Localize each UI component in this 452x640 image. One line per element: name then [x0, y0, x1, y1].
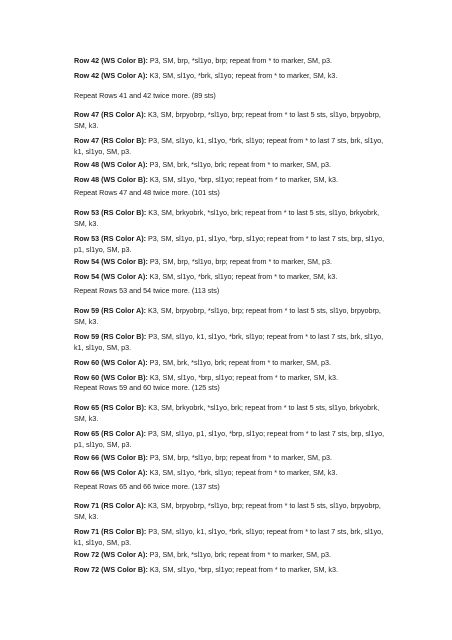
- row-instruction: [74, 467, 386, 478]
- row-instruction: [74, 271, 386, 282]
- row-text: P3, SM, sl1yo, p1, sl1yo, *brp, sl1yo; repeat from * to last 7 sts, brp, sl1yo, p1, sl1yo, SM, p3.: [74, 429, 385, 449]
- row-group: [74, 55, 386, 81]
- repeat-instruction: Repeat Rows 65 and 66 twice more. (137 sts): [74, 482, 220, 491]
- row-instruction: [74, 233, 386, 255]
- row-text: K3, SM, brpyobrp, *sl1yo, brp; repeat from * to last 5 sts, sl1yo, brpyobrp, SM, k3.: [74, 306, 381, 326]
- row-text: K3, SM, sl1yo, *brk, sl1yo; repeat from * to marker, SM, k3.: [147, 468, 338, 477]
- row-label: Row 60 (WS Color B):: [74, 373, 148, 382]
- row-group: [74, 159, 386, 185]
- row-instruction: [74, 500, 386, 522]
- row-group: [74, 109, 386, 157]
- row-label: Row 71 (RS Color A):: [74, 501, 147, 510]
- row-text: K3, SM, sl1yo, *brk, sl1yo; repeat from * to marker, SM, k3.: [147, 71, 338, 80]
- row-text: K3, SM, sl1yo, *brp, sl1yo; repeat from * to marker, SM, k3.: [147, 175, 339, 184]
- row-text: P3, SM, sl1yo, k1, sl1yo, *brk, sl1yo; repeat from * to last 7 sts, brk, sl1yo, k1, sl1yo, SM, p3.: [74, 136, 384, 156]
- row-group: [74, 402, 386, 450]
- repeat-instruction: Repeat Rows 59 and 60 twice more. (125 sts): [74, 383, 220, 392]
- row-text: P3, SM, brp, *sl1yo, brp; repeat from * to marker, SM, p3.: [147, 56, 333, 65]
- row-instruction: [74, 526, 386, 548]
- repeat-instruction: Repeat Rows 47 and 48 twice more. (101 sts): [74, 188, 220, 197]
- row-label: Row 59 (RS Color B):: [74, 332, 147, 341]
- row-text: K3, SM, sl1yo, *brp, sl1yo; repeat from * to marker, SM, k3.: [147, 373, 339, 382]
- row-text: P3, SM, sl1yo, k1, sl1yo, *brk, sl1yo; repeat from * to last 7 sts, brk, sl1yo, k1, sl1yo, SM, p3.: [74, 332, 384, 352]
- row-instruction: [74, 452, 386, 463]
- repeat-note: [74, 382, 386, 393]
- row-label: Row 48 (WS Color A):: [74, 160, 148, 169]
- row-text: K3, SM, brkyobrk, *sl1yo, brk; repeat from * to last 5 sts, sl1yo, brkyobrk, SM, k3.: [74, 208, 380, 228]
- row-text: P3, SM, brk, *sl1yo, brk; repeat from * to marker, SM, p3.: [147, 550, 331, 559]
- repeat-note: [74, 285, 386, 296]
- row-text: P3, SM, brp, *sl1yo, brp; repeat from * to marker, SM, p3.: [147, 453, 333, 462]
- row-text: K3, SM, brkyobrk, *sl1yo, brk; repeat from * to last 5 sts, sl1yo, brkyobrk, SM, k3.: [74, 403, 380, 423]
- row-text: P3, SM, brk, *sl1yo, brk; repeat from * to marker, SM, p3.: [147, 160, 331, 169]
- row-instruction: [74, 428, 386, 450]
- row-text: K3, SM, brpyobrp, *sl1yo, brp; repeat from * to last 5 sts, sl1yo, brpyobrp, SM, k3.: [74, 501, 381, 521]
- row-label: Row 53 (RS Color A):: [74, 234, 147, 243]
- row-instruction: [74, 159, 386, 170]
- row-instruction: [74, 174, 386, 185]
- row-label: Row 54 (WS Color B):: [74, 257, 148, 266]
- row-instruction: [74, 549, 386, 560]
- row-text: P3, SM, brp, *sl1yo, brp; repeat from * to marker, SM, p3.: [147, 257, 333, 266]
- row-group: [74, 549, 386, 575]
- row-text: P3, SM, sl1yo, p1, sl1yo, *brp, sl1yo; repeat from * to last 7 sts, brp, sl1yo, p1, sl1yo, SM, p3.: [74, 234, 385, 254]
- row-instruction: [74, 305, 386, 327]
- row-group: [74, 256, 386, 282]
- row-instruction: [74, 207, 386, 229]
- row-label: Row 66 (WS Color B):: [74, 453, 148, 462]
- row-label: Row 47 (RS Color B):: [74, 136, 147, 145]
- row-label: Row 65 (RS Color A):: [74, 429, 147, 438]
- row-label: Row 42 (WS Color A):: [74, 71, 148, 80]
- row-instruction: [74, 564, 386, 575]
- row-text: P3, SM, sl1yo, k1, sl1yo, *brk, sl1yo; repeat from * to last 7 sts, brk, sl1yo, k1, sl1yo, SM, p3.: [74, 527, 384, 547]
- repeat-instruction: Repeat Rows 53 and 54 twice more. (113 sts): [74, 286, 220, 295]
- row-instruction: [74, 402, 386, 424]
- row-label: Row 48 (WS Color B):: [74, 175, 148, 184]
- row-instruction: [74, 55, 386, 66]
- row-group: [74, 305, 386, 383]
- row-instruction: [74, 357, 386, 368]
- row-group: [74, 207, 386, 255]
- repeat-note: [74, 90, 386, 101]
- repeat-instruction: Repeat Rows 41 and 42 twice more. (89 sts): [74, 91, 216, 100]
- row-instruction: [74, 256, 386, 267]
- repeat-note: [74, 187, 386, 198]
- row-label: Row 72 (WS Color B):: [74, 565, 148, 574]
- row-text: K3, SM, sl1yo, *brk, sl1yo; repeat from * to marker, SM, k3.: [147, 272, 338, 281]
- row-group: [74, 452, 386, 478]
- row-label: Row 54 (WS Color A):: [74, 272, 148, 281]
- row-instruction: [74, 135, 386, 157]
- row-label: Row 66 (WS Color A):: [74, 468, 148, 477]
- row-instruction: [74, 109, 386, 131]
- row-group: [74, 500, 386, 548]
- row-instruction: [74, 331, 386, 353]
- row-instruction: [74, 70, 386, 81]
- row-label: Row 60 (WS Color A):: [74, 358, 148, 367]
- row-label: Row 59 (RS Color A):: [74, 306, 147, 315]
- row-label: Row 72 (WS Color A):: [74, 550, 148, 559]
- row-text: P3, SM, brk, *sl1yo, brk; repeat from * to marker, SM, p3.: [147, 358, 331, 367]
- row-text: K3, SM, sl1yo, *brp, sl1yo; repeat from * to marker, SM, k3.: [147, 565, 339, 574]
- row-label: Row 65 (RS Color B):: [74, 403, 147, 412]
- row-label: Row 42 (WS Color B):: [74, 56, 148, 65]
- row-text: K3, SM, brpyobrp, *sl1yo, brp; repeat from * to last 5 sts, sl1yo, brpyobrp, SM, k3.: [74, 110, 381, 130]
- row-label: Row 71 (RS Color B):: [74, 527, 147, 536]
- row-label: Row 47 (RS Color A):: [74, 110, 147, 119]
- row-label: Row 53 (RS Color B):: [74, 208, 147, 217]
- repeat-note: [74, 481, 386, 492]
